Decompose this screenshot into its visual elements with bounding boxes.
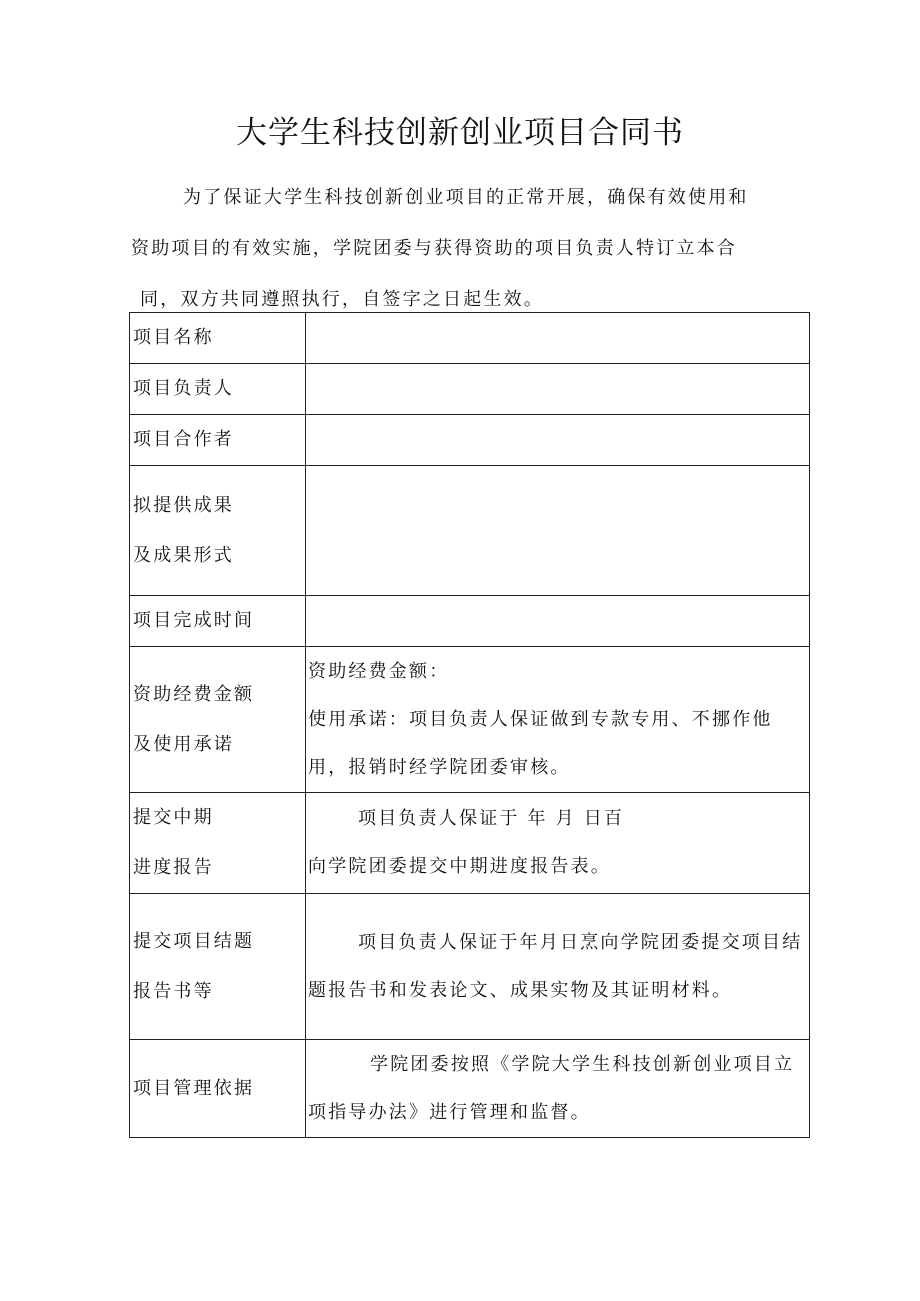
funding-commitment-line-2: 用，报销时经学院团委审核。 bbox=[308, 756, 571, 778]
field-completion-time[interactable] bbox=[306, 596, 810, 647]
table-row-funding bbox=[130, 647, 810, 793]
field-midterm-report[interactable] bbox=[306, 793, 810, 894]
field-management-basis[interactable] bbox=[306, 1040, 810, 1138]
field-project-name[interactable] bbox=[306, 313, 810, 364]
table-row-final-report bbox=[130, 894, 810, 1040]
page-title: 大学生科技创新创业项目合同书 bbox=[236, 115, 684, 151]
table-row-project-partners bbox=[130, 415, 810, 466]
label-project-partners: 项目合作者 bbox=[130, 415, 306, 466]
intro-paragraph-line-1: 为了保证大学生科技创新创业项目的正常开展，确保有效使用和 bbox=[183, 187, 749, 208]
table-row-project-leader bbox=[130, 364, 810, 415]
table-row-completion-time bbox=[130, 596, 810, 647]
label-project-name: 项目名称 bbox=[130, 313, 306, 364]
field-funding[interactable] bbox=[306, 647, 810, 793]
label-funding: 资助经费金额 及使用承诺 bbox=[130, 647, 306, 793]
label-completion-time: 项目完成时间 bbox=[130, 596, 306, 647]
table-row-management-basis bbox=[130, 1040, 810, 1138]
management-basis-line-1: 学院团委按照《学院大学生科技创新创业项目立 bbox=[370, 1053, 795, 1075]
field-project-partners[interactable] bbox=[306, 415, 810, 466]
funding-commitment-line-1: 使用承诺：项目负责人保证做到专款专用、不挪作他 bbox=[308, 708, 773, 730]
funding-amount-label: 资助经费金额： bbox=[308, 660, 450, 682]
final-report-line-1: 项目负责人保证于年月日烹向学院团委提交项目结 bbox=[358, 931, 803, 953]
label-midterm-report: 提交中期 进度报告 bbox=[130, 793, 306, 894]
midterm-year-label: 年 bbox=[527, 808, 548, 829]
final-report-line-2: 题报告书和发表论文、成果实物及其证明材料。 bbox=[308, 979, 733, 1001]
table-row-midterm-report bbox=[130, 793, 810, 894]
midterm-month-label: 月 bbox=[555, 808, 576, 829]
field-final-report[interactable] bbox=[306, 894, 810, 1040]
label-final-report: 提交项目结题 报告书等 bbox=[130, 894, 306, 1040]
label-expected-results: 拟提供成果 及成果形式 bbox=[130, 466, 306, 596]
management-basis-line-2: 项指导办法》进行管理和监督。 bbox=[308, 1101, 591, 1123]
label-management-basis: 项目管理依据 bbox=[130, 1040, 306, 1138]
field-expected-results[interactable] bbox=[306, 466, 810, 596]
intro-paragraph-line-2: 资助项目的有效实施，学院团委与获得资助的项目负责人特订立本合 bbox=[131, 238, 737, 259]
midterm-day-label: 日百 bbox=[583, 808, 625, 829]
intro-paragraph-line-3: 同，双方共同遵照执行，自签字之日起生效。 bbox=[140, 289, 544, 310]
midterm-date-line bbox=[306, 795, 809, 843]
label-project-leader: 项目负责人 bbox=[130, 364, 306, 415]
midterm-guarantee-text: 项目负责人保证于 bbox=[358, 808, 520, 829]
field-project-leader[interactable] bbox=[306, 364, 810, 415]
table-row-expected-results bbox=[130, 466, 810, 596]
midterm-submit-text: 向学院团委提交中期进度报告表。 bbox=[308, 856, 611, 877]
table-row-project-name bbox=[130, 313, 810, 364]
contract-table bbox=[129, 312, 810, 1138]
